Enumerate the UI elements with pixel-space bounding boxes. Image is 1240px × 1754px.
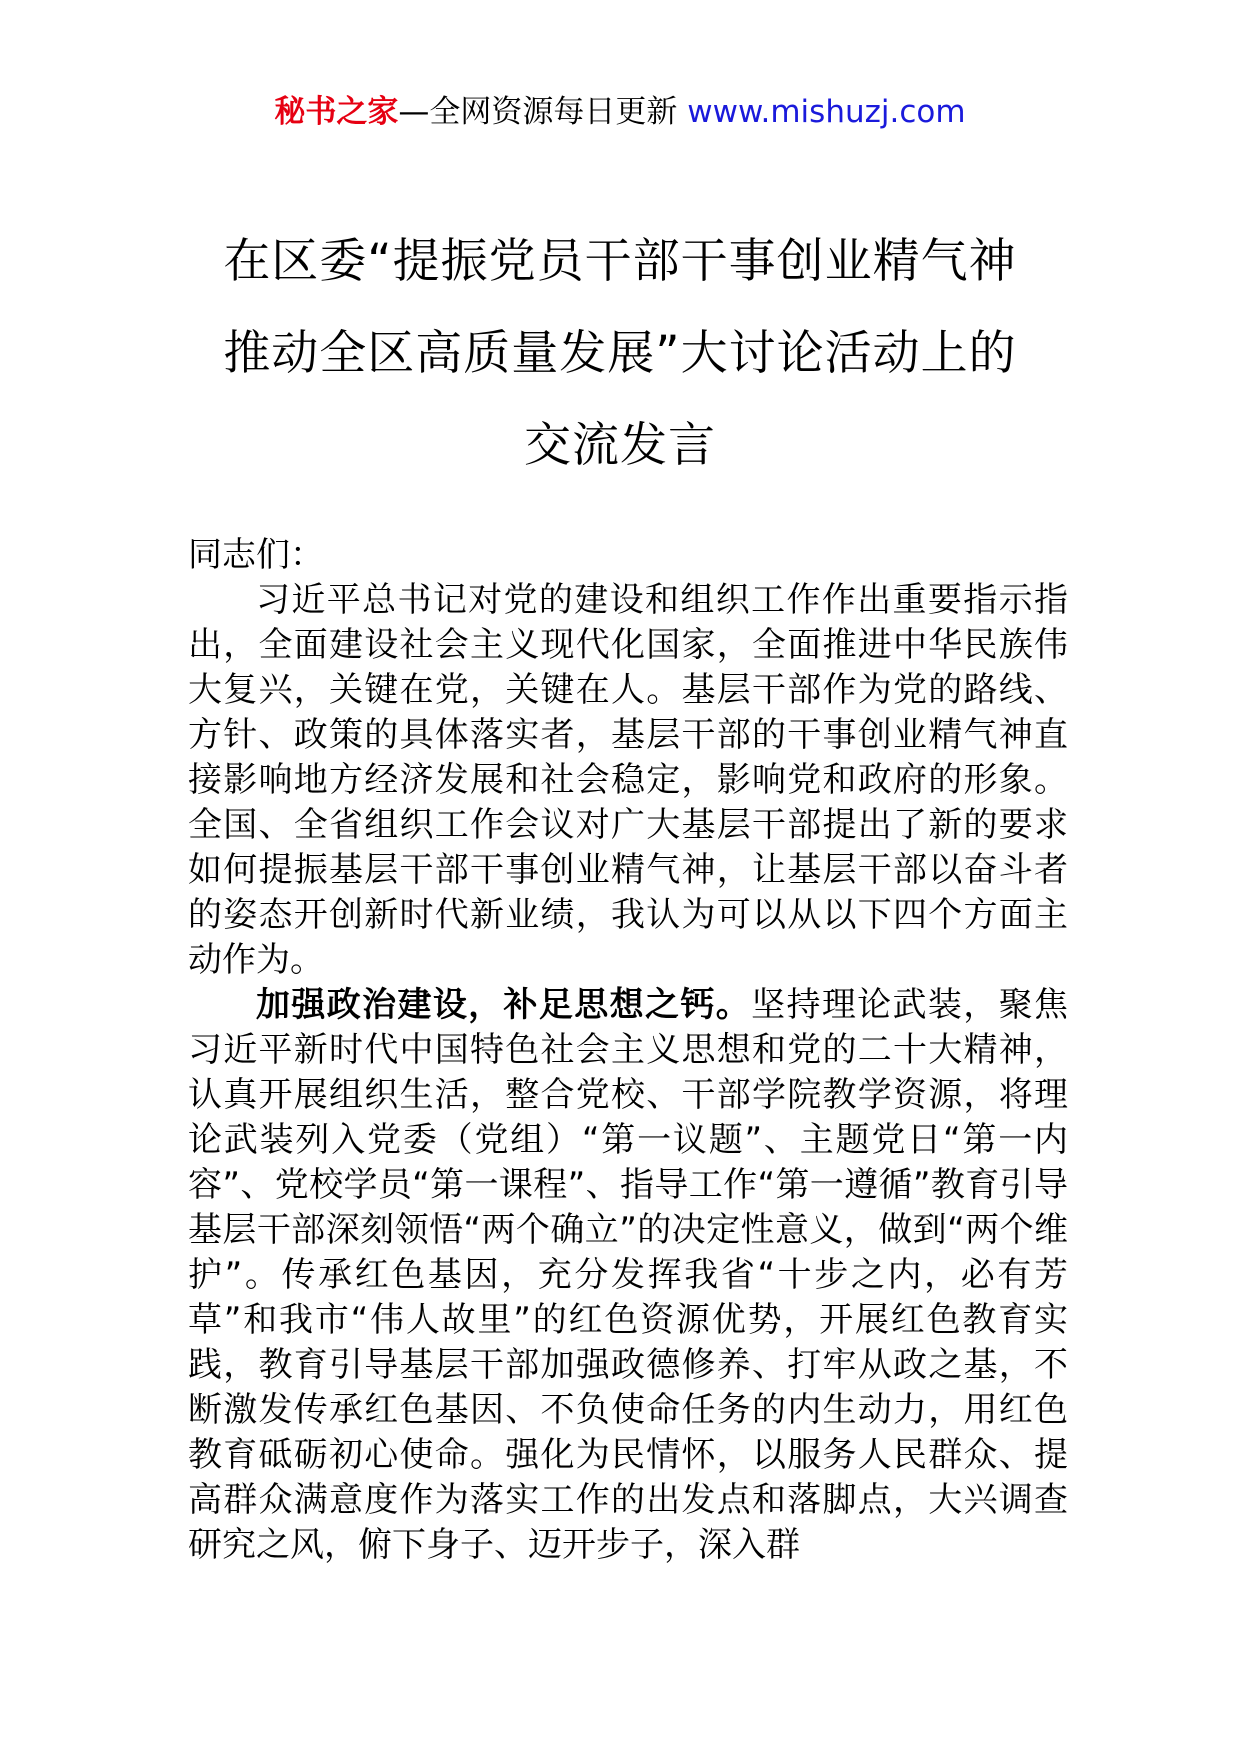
paragraph-political-building	[188, 983, 1068, 1568]
paragraph-text: 习近平总书记对党的建设和组织工作作出重要指示指出，全面建设社会主义现代化国家，全面推进中华民族伟大复兴，关键在党，关键在人。基层干部作为党的路线、方针、政策的具体落实者，基层干部的干事创业精气神直接影响地方经济发展和社会稳定，影响党和政府的形象。全国、全省组织工作会议对广大基层干部提出了新的要求如何提振基层干部干事创业精气神，让基层干部以奋斗者的姿态开创新时代新业绩，我认为可以从以下四个方面主动作为。	[188, 580, 1068, 980]
document-body	[188, 533, 1068, 1568]
site-url-link[interactable]: www.mishuzj.com	[687, 94, 966, 130]
paragraph-intro	[188, 578, 1068, 983]
title-line-1: 在区委“提振党员干部干事创业精气神	[223, 234, 1017, 289]
salutation: 同志们：	[188, 535, 324, 575]
site-header	[0, 88, 1240, 136]
title-line-3: 交流发言	[524, 418, 716, 473]
site-brand: 秘书之家	[274, 94, 399, 130]
title-line-2: 推动全区高质量发展”大讨论活动上的	[223, 326, 1017, 381]
paragraph-text: 坚持理论武装，聚焦习近平新时代中国特色社会主义思想和党的二十大精神，认真开展组织生活，整合党校、干部学院教学资源，将理论武装列入党委（党组）“第一议题”、主题党日“第一内容”、党校学员“第一课程”、指导工作“第一遵循”教育引导基层干部深刻领悟“两个确立”的决定性意义，做到“两个维护”。传承红色基因，充分发挥我省“十步之内，必有芳草”和我市“伟人故里”的红色资源优势，开展红色教育实践，教育引导基层干部加强政德修养、打牢从政之基，不断激发传承红色基因、不负使命任务的内生动力，用红色教育砥砺初心使命。强化为民情怀，以服务人民群众、提高群众满意度作为落实工作的出发点和落脚点，大兴调查研究之风，俯下身子、迈开步子，深入群	[188, 985, 1069, 1565]
document-title	[0, 216, 1240, 492]
paragraph-heading: 加强政治建设，补足思想之钙。	[256, 985, 752, 1025]
site-tagline: —全网资源每日更新	[398, 94, 688, 130]
